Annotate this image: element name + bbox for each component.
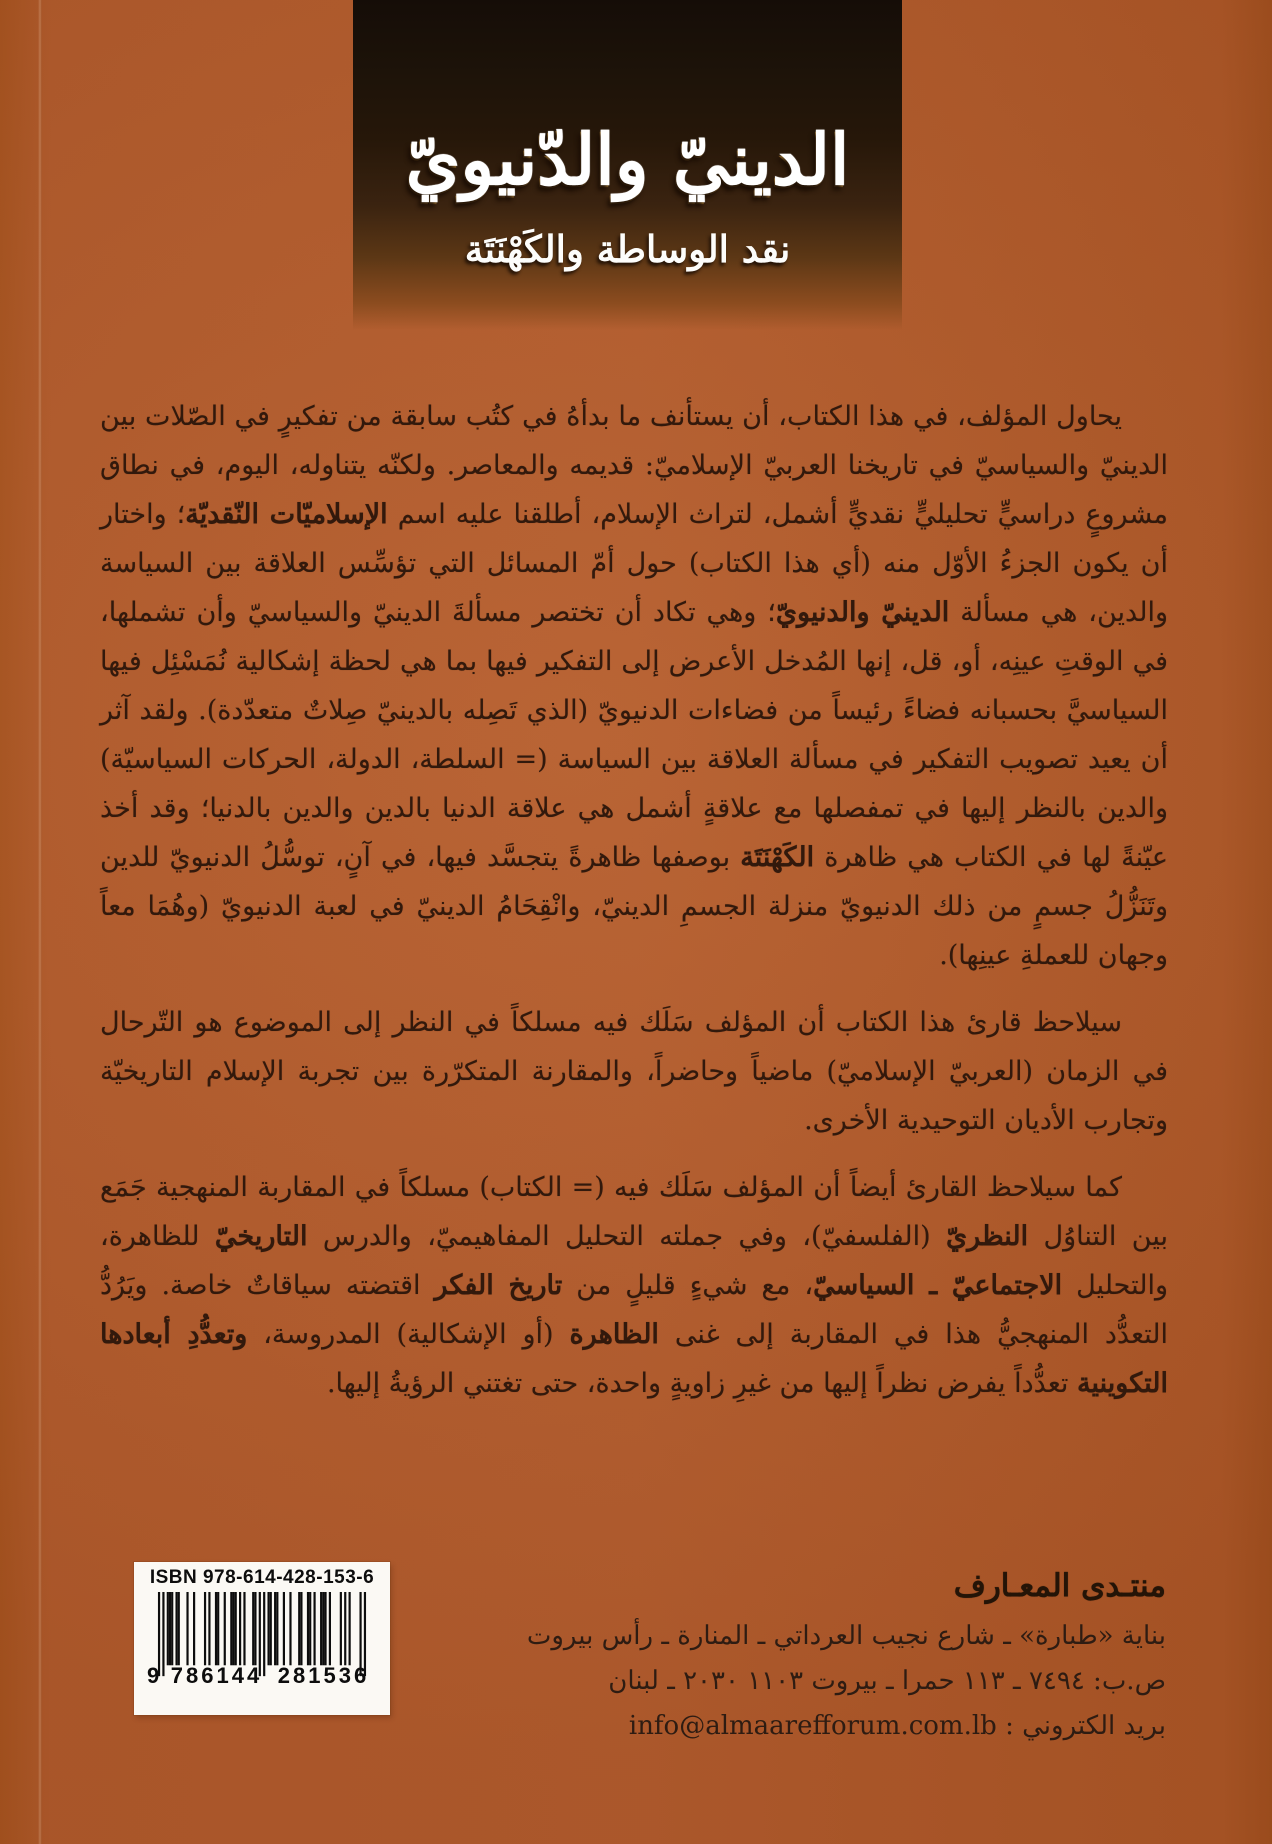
synopsis-text [100, 392, 1168, 1426]
publisher-address-line-2: ص.ب: ٧٤٩٤ ـ ١١٣ حمرا ـ بيروت ١١٠٣ ٢٠٣٠ ـ لبنان [608, 1666, 1166, 1696]
spine-crease [38, 0, 42, 1844]
barcode-digit-lead: 9 [147, 1663, 160, 1688]
barcode-digits [147, 1663, 377, 1689]
synopsis-paragraph-2: سيلاحظ قارئ هذا الكتاب أن المؤلف سَلَك فيه مسلكاً في النظر إلى الموضوع هو التّرحال في الزمان (العربيّ الإسلاميّ) ماضياً وحاضراً، والمقارنة المتكرّرة بين تجربة الإسلام التاريخيّة وتجارب الأديان التوحيدية الأخرى. [100, 1007, 1168, 1136]
barcode-digit-group-1: 786144 [170, 1663, 263, 1688]
publisher-name: منتـدى المعـارف [953, 1568, 1166, 1604]
book-title: الدينيّ والدّنيويّ [405, 118, 850, 201]
email-address: info@almaarefforum.com.lb [628, 1711, 997, 1741]
isbn-number: ISBN 978-614-428-153-6 [149, 1567, 375, 1588]
email-label: بريد الكتروني : [1005, 1711, 1166, 1741]
isbn-block [134, 1562, 390, 1715]
synopsis-paragraph-3: كما سيلاحظ القارئ أيضاً أن المؤلف سَلَك فيه (= الكتاب) مسلكاً في المقاربة المنهجية جَمَع بين التناوُل النظريّ (الفلسفيّ)، وفي جملته التحليل المفاهيميّ، والدرس التاريخيّ للظاهرة، والتحليل الاجتماعيّ ـ السياسيّ، مع شيءٍ قليلٍ من تاريخ الفكر اقتضته سياقاتٌ خاصة. ويَرُدُّ التعدُّد المنهجيُّ هذا في المقاربة إلى غنى الظاهرة (أو الإشكالية) المدروسة، وتعدُّدِ أبعادها التكوينية تعدُّداً يفرض نظراً إليها من غيرِ زاويةٍ واحدة، حتى تغتني الرؤيةُ إليها. [100, 1172, 1168, 1399]
publisher-address-line-1: بناية «طبارة» ـ شارع نجيب العرداتي ـ المنارة ـ رأس بيروت [526, 1621, 1166, 1651]
publisher-block [526, 1568, 1166, 1749]
book-subtitle: نقد الوساطة والكَهْنَتَة [464, 227, 791, 271]
publisher-email-line [526, 1704, 1166, 1749]
barcode-digit-group-2: 281536 [277, 1663, 370, 1688]
title-panel [353, 0, 902, 330]
ean13-barcode [147, 1592, 377, 1687]
synopsis-paragraph-1: يحاول المؤلف، في هذا الكتاب، أن يستأنف ما بدأهُ في كتُب سابقة من تفكيرٍ في الصّلات بين الدينيّ والسياسيّ في تاريخنا العربيّ الإسلاميّ: قديمه والمعاصر. ولكنّه يتناوله، اليوم، في نطاق مشروعٍ دراسيٍّ تحليليٍّ نقديٍّ أشمل، لتراث الإسلام، أطلقنا عليه اسم الإسلاميّات النّقديّة؛ واختار أن يكون الجزءُ الأوّل منه (أي هذا الكتاب) حول أمّ المسائل التي تؤسِّس العلاقة بين السياسة والدين، هي مسألة الدينيّ والدنيويّ؛ وهي تكاد أن تختصر مسألةَ الدينيّ والسياسيّ وأن تشملها، في الوقتِ عينِه، أو، قل، إنها المُدخل الأعرض إلى التفكير فيها بما هي لحظة إشكالية نُمَسْئِل فيها السياسيَّ بحسبانه فضاءً رئيساً من فضاءات الدنيويّ (الذي تَصِله بالدينيّ صِلاتٌ متعدّدة). ولقد آثر أن يعيد تصويب التفكير في مسألة العلاقة بين السياسة (= السلطة، الدولة، الحركات السياسيّة) والدين بالنظر إليها في تمفصلها مع علاقةٍ أشمل هي علاقة الدنيا بالدين والدين بالدنيا؛ وقد أخذ عيّنةً لها في الكتاب هي ظاهرة الكَهْنَتَة بوصفها ظاهرةً يتجسَّد فيها، في آنٍ، توسُّلُ الدنيويّ للدين وتَنَزُّلُ جسمٍ من ذلك الدنيويّ منزلة الجسمِ الدينيّ، وانْقِحَامُ الدينيّ في لعبة الدنيويّ (وهُمَا معاً وجهان للعملةِ عينِها). [100, 401, 1168, 971]
